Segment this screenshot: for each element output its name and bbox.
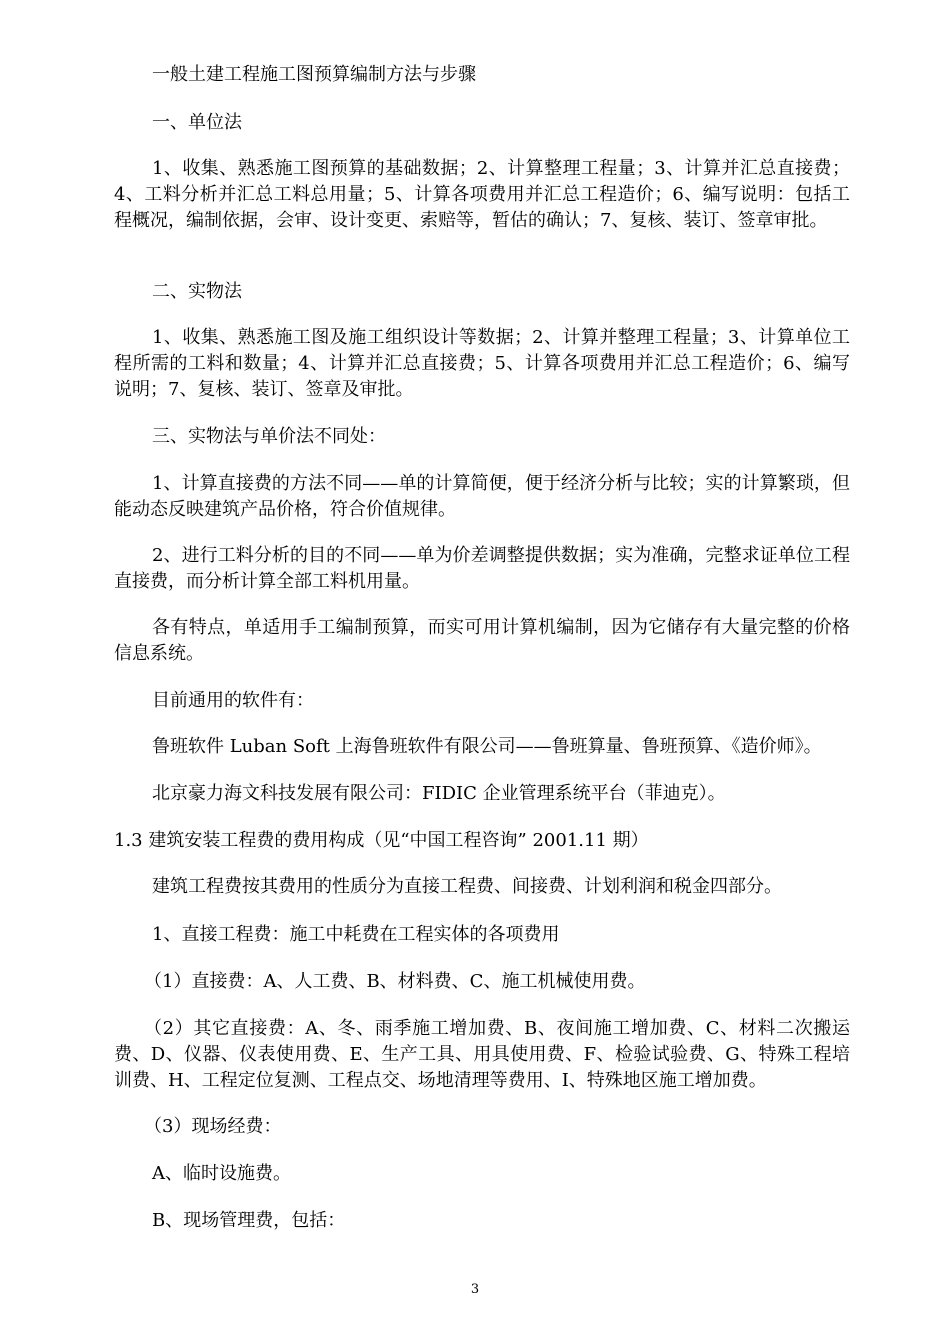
paragraph-software-luban: 鲁班软件 Luban Soft 上海鲁班软件有限公司——鲁班算量、鲁班预算、《造价师》。 [152,736,822,757]
paragraph-site-management: B、现场管理费，包括： [152,1210,346,1231]
paragraph-direct-cost: （1）直接费：A、人工费、B、材料费、C、施工机械使用费。 [144,971,646,992]
paragraph-site-expenses: （3）现场经费： [144,1116,282,1137]
heading-physical-method: 二、实物法 [152,281,242,302]
paragraph-software-intro: 目前通用的软件有： [152,690,314,711]
section-heading-1-3: 1.3 建筑安装工程费的费用构成（见“中国工程咨询” 2001.11 期） [114,830,649,851]
paragraph-features: 各有特点，单适用手工编制预算，而实可用计算机编制，因为它储存有大量完整的价格信息系统。 [114,617,850,664]
page-number: 3 [470,1282,480,1297]
document-title: 一般土建工程施工图预算编制方法与步骤 [152,64,476,85]
paragraph-temporary-facilities: A、临时设施费。 [152,1163,291,1184]
paragraph-other-direct-cost: （2）其它直接费：A、冬、雨季施工增加费、B、夜间施工增加费、C、材料二次搬运费、D、仪器、仪表使用费、E、生产工具、用具使用费、F、检验试验费、G、特殊工程培训费、H、工程定位复测、工程点交、场地清理等费用、I、特殊地区施工增加费。 [114,1018,850,1091]
paragraph-direct-engineering-cost: 1、直接工程费：施工中耗费在工程实体的各项费用 [152,924,560,945]
paragraph-difference-1: 1、计算直接费的方法不同——单的计算简便，便于经济分析与比较；实的计算繁琐，但能动态反映建筑产品价格，符合价值规律。 [114,473,850,520]
paragraph-cost-composition: 建筑工程费按其费用的性质分为直接工程费、间接费、计划利润和税金四部分。 [152,876,782,897]
paragraph-software-fidic: 北京豪力海文科技发展有限公司：FIDIC 企业管理系统平台（菲迪克）。 [152,783,726,804]
heading-unit-method: 一、单位法 [152,112,242,133]
heading-differences: 三、实物法与单价法不同处： [152,426,386,447]
paragraph-unit-method-steps: 1、收集、熟悉施工图预算的基础数据；2、计算整理工程量；3、计算并汇总直接费；4、工料分析并汇总工料总用量；5、计算各项费用并汇总工程造价；6、编写说明：包括工程概况，编制依据，会审、设计变更、索赔等，暂估的确认；7、复核、装订、签章审批。 [114,158,850,231]
paragraph-difference-2: 2、进行工料分析的目的不同——单为价差调整提供数据；实为准确，完整求证单位工程直接费，而分析计算全部工料机用量。 [114,545,850,592]
paragraph-physical-method-steps: 1、收集、熟悉施工图及施工组织设计等数据；2、计算并整理工程量；3、计算单位工程所需的工料和数量；4、计算并汇总直接费；5、计算各项费用并汇总工程造价；6、编写说明；7、复核、装订、签章及审批。 [114,327,850,400]
